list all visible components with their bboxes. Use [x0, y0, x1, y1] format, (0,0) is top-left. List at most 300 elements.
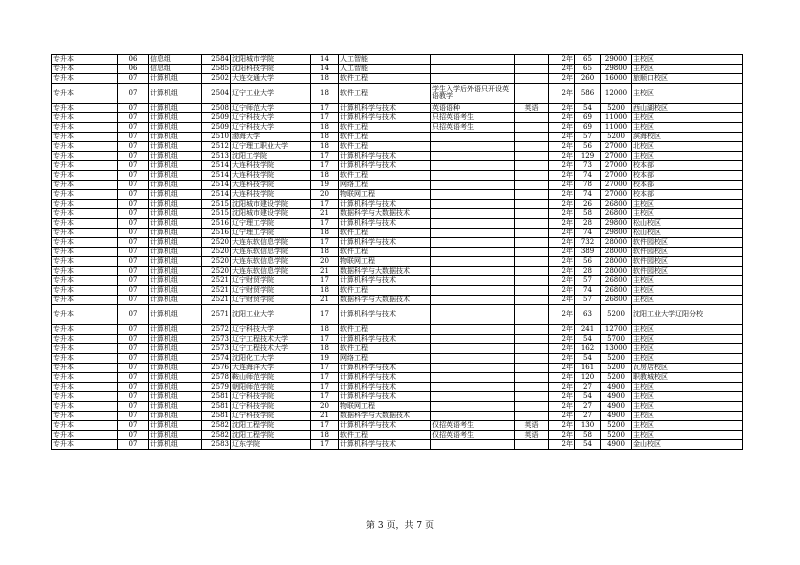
cell-major-code: 17 [311, 113, 339, 123]
cell-duration: 2年 [549, 247, 575, 257]
cell-major-name: 计算机科学与技术 [339, 392, 431, 402]
cell-school-name: 辽宁科技大学 [231, 113, 311, 123]
cell-level: 专升本 [52, 382, 118, 392]
cell-campus: 主校区 [632, 64, 743, 74]
cell-level: 专升本 [52, 122, 118, 132]
cell-major-code: 19 [311, 180, 339, 190]
cell-campus: 主校区 [632, 344, 743, 354]
cell-major-name: 网络工程 [339, 354, 431, 364]
cell-school-code: 2582 [202, 421, 231, 431]
cell-language [515, 440, 549, 450]
cell-duration: 2年 [549, 305, 575, 325]
cell-school-name: 辽宁科技大学 [231, 122, 311, 132]
cell-remarks [431, 266, 515, 276]
cell-language [515, 228, 549, 238]
cell-tuition: 28000 [601, 266, 632, 276]
cell-major-code: 14 [311, 64, 339, 74]
table-row [52, 151, 743, 161]
cell-campus: 软件园校区 [632, 247, 743, 257]
cell-plan-count: 54 [575, 392, 601, 402]
cell-duration: 2年 [549, 228, 575, 238]
cell-group-code: 07 [118, 344, 149, 354]
cell-major-name: 数据科学与大数据技术 [339, 266, 431, 276]
cell-duration: 2年 [549, 103, 575, 113]
cell-major-code: 17 [311, 199, 339, 209]
cell-school-code: 2509 [202, 113, 231, 123]
table-row [52, 161, 743, 171]
cell-campus: 职教城校区 [632, 373, 743, 383]
cell-group-code: 07 [118, 334, 149, 344]
cell-remarks: 仅招英语考生 [431, 421, 515, 431]
cell-major-code: 18 [311, 430, 339, 440]
cell-major-name: 软件工程 [339, 286, 431, 296]
cell-campus: 主校区 [632, 83, 743, 103]
cell-remarks [431, 373, 515, 383]
cell-campus: 软件园校区 [632, 238, 743, 248]
cell-school-code: 2573 [202, 344, 231, 354]
cell-campus: 主校区 [632, 295, 743, 305]
cell-campus: 主校区 [632, 392, 743, 402]
cell-level: 专升本 [52, 325, 118, 335]
cell-group-name: 计算机组 [149, 257, 202, 267]
cell-major-name: 计算机科学与技术 [339, 276, 431, 286]
cell-major-code: 21 [311, 295, 339, 305]
cell-group-name: 计算机组 [149, 218, 202, 228]
cell-tuition: 5200 [601, 103, 632, 113]
cell-language [515, 373, 549, 383]
cell-campus: 主校区 [632, 199, 743, 209]
cell-major-code: 17 [311, 151, 339, 161]
cell-major-name: 物联网工程 [339, 257, 431, 267]
cell-group-name: 计算机组 [149, 161, 202, 171]
cell-major-code: 20 [311, 190, 339, 200]
cell-plan-count: 54 [575, 440, 601, 450]
cell-duration: 2年 [549, 334, 575, 344]
table-row [52, 305, 743, 325]
cell-plan-count: 73 [575, 161, 601, 171]
cell-level: 专升本 [52, 344, 118, 354]
cell-school-name: 沈阳科技学院 [231, 64, 311, 74]
cell-campus: 西山湖校区 [632, 103, 743, 113]
cell-duration: 2年 [549, 161, 575, 171]
cell-level: 专升本 [52, 209, 118, 219]
cell-tuition: 12700 [601, 325, 632, 335]
cell-tuition: 5200 [601, 354, 632, 364]
cell-group-name: 计算机组 [149, 199, 202, 209]
cell-school-name: 大连科技学院 [231, 190, 311, 200]
cell-major-name: 计算机科学与技术 [339, 103, 431, 113]
table-row [52, 74, 743, 84]
cell-group-code: 07 [118, 373, 149, 383]
cell-level: 专升本 [52, 373, 118, 383]
cell-school-code: 2579 [202, 382, 231, 392]
cell-level: 专升本 [52, 151, 118, 161]
cell-tuition: 27000 [601, 161, 632, 171]
cell-major-code: 21 [311, 266, 339, 276]
cell-plan-count: 74 [575, 286, 601, 296]
cell-campus: 主校区 [632, 325, 743, 335]
cell-school-code: 2515 [202, 199, 231, 209]
cell-language [515, 276, 549, 286]
cell-school-name: 辽宁科技大学 [231, 325, 311, 335]
cell-plan-count: 389 [575, 247, 601, 257]
cell-major-code: 18 [311, 286, 339, 296]
cell-school-code: 2504 [202, 83, 231, 103]
cell-plan-count: 57 [575, 132, 601, 142]
cell-language [515, 209, 549, 219]
cell-school-name: 辽宁工程技术大学 [231, 344, 311, 354]
table-row [52, 295, 743, 305]
cell-group-name: 信息组 [149, 55, 202, 65]
cell-campus: 瓦房店校区 [632, 363, 743, 373]
cell-tuition: 5200 [601, 421, 632, 431]
cell-school-name: 辽宁工程技术大学 [231, 334, 311, 344]
cell-school-name: 大连科技学院 [231, 180, 311, 190]
cell-campus: 校本部 [632, 170, 743, 180]
cell-level: 专升本 [52, 180, 118, 190]
cell-group-name: 计算机组 [149, 344, 202, 354]
cell-school-code: 2583 [202, 440, 231, 450]
cell-plan-count: 69 [575, 113, 601, 123]
cell-major-name: 软件工程 [339, 430, 431, 440]
cell-school-code: 2508 [202, 103, 231, 113]
cell-language [515, 132, 549, 142]
cell-group-name: 计算机组 [149, 266, 202, 276]
cell-duration: 2年 [549, 238, 575, 248]
cell-campus: 主校区 [632, 430, 743, 440]
cell-group-code: 07 [118, 382, 149, 392]
admission-plan-table [51, 54, 743, 450]
cell-school-name: 沈阳工学院 [231, 151, 311, 161]
cell-school-name: 辽宁财贸学院 [231, 295, 311, 305]
cell-tuition: 5200 [601, 132, 632, 142]
cell-campus: 主校区 [632, 113, 743, 123]
cell-language [515, 354, 549, 364]
cell-major-name: 计算机科学与技术 [339, 382, 431, 392]
cell-school-name: 沈阳工业大学 [231, 305, 311, 325]
cell-language [515, 344, 549, 354]
cell-group-code: 07 [118, 209, 149, 219]
cell-level: 专升本 [52, 64, 118, 74]
cell-school-code: 2571 [202, 305, 231, 325]
cell-level: 专升本 [52, 55, 118, 65]
cell-major-code: 17 [311, 161, 339, 171]
cell-tuition: 27000 [601, 151, 632, 161]
table-row [52, 363, 743, 373]
cell-duration: 2年 [549, 83, 575, 103]
cell-remarks [431, 247, 515, 257]
cell-group-name: 计算机组 [149, 392, 202, 402]
cell-tuition: 27000 [601, 170, 632, 180]
cell-group-name: 计算机组 [149, 74, 202, 84]
cell-school-code: 2514 [202, 170, 231, 180]
cell-school-name: 大连东软信息学院 [231, 238, 311, 248]
cell-plan-count: 65 [575, 55, 601, 65]
cell-major-name: 计算机科学与技术 [339, 151, 431, 161]
cell-school-code: 2514 [202, 161, 231, 171]
cell-language [515, 402, 549, 412]
cell-major-name: 数据科学与大数据技术 [339, 209, 431, 219]
cell-school-code: 2520 [202, 238, 231, 248]
cell-major-name: 软件工程 [339, 344, 431, 354]
cell-major-name: 计算机科学与技术 [339, 334, 431, 344]
cell-duration: 2年 [549, 190, 575, 200]
table-row [52, 247, 743, 257]
cell-campus: 主校区 [632, 411, 743, 421]
cell-school-name: 大连交通大学 [231, 74, 311, 84]
cell-plan-count: 57 [575, 276, 601, 286]
cell-language: 英语 [515, 103, 549, 113]
cell-tuition: 27000 [601, 180, 632, 190]
cell-major-code: 17 [311, 392, 339, 402]
cell-school-code: 2514 [202, 180, 231, 190]
cell-school-code: 2520 [202, 257, 231, 267]
cell-remarks [431, 363, 515, 373]
cell-school-name: 辽宁财贸学院 [231, 276, 311, 286]
cell-plan-count: 54 [575, 103, 601, 113]
cell-level: 专升本 [52, 238, 118, 248]
cell-level: 专升本 [52, 161, 118, 171]
cell-group-name: 计算机组 [149, 402, 202, 412]
cell-group-code: 07 [118, 151, 149, 161]
cell-tuition: 29800 [601, 64, 632, 74]
cell-major-code: 18 [311, 344, 339, 354]
cell-major-name: 软件工程 [339, 325, 431, 335]
cell-major-name: 软件工程 [339, 247, 431, 257]
cell-group-name: 计算机组 [149, 103, 202, 113]
cell-remarks: 学生入学后外语只开设英语教学 [431, 83, 515, 103]
cell-tuition: 16000 [601, 74, 632, 84]
cell-group-code: 07 [118, 325, 149, 335]
cell-remarks [431, 334, 515, 344]
cell-remarks [431, 344, 515, 354]
cell-group-name: 计算机组 [149, 286, 202, 296]
cell-duration: 2年 [549, 180, 575, 190]
cell-language [515, 363, 549, 373]
cell-duration: 2年 [549, 440, 575, 450]
cell-major-code: 18 [311, 325, 339, 335]
table-row [52, 402, 743, 412]
table-row [52, 286, 743, 296]
cell-school-code: 2521 [202, 286, 231, 296]
cell-group-name: 信息组 [149, 64, 202, 74]
cell-school-name: 大连东软信息学院 [231, 257, 311, 267]
cell-school-name: 大连科技学院 [231, 161, 311, 171]
cell-tuition: 5200 [601, 305, 632, 325]
cell-plan-count: 130 [575, 421, 601, 431]
cell-major-code: 17 [311, 440, 339, 450]
cell-school-name: 辽宁工业大学 [231, 83, 311, 103]
cell-group-code: 07 [118, 132, 149, 142]
cell-school-name: 辽宁理工职业大学 [231, 142, 311, 152]
cell-group-code: 07 [118, 276, 149, 286]
cell-remarks [431, 440, 515, 450]
cell-duration: 2年 [549, 132, 575, 142]
cell-school-code: 2521 [202, 276, 231, 286]
cell-major-name: 计算机科学与技术 [339, 305, 431, 325]
cell-group-name: 计算机组 [149, 382, 202, 392]
cell-group-code: 06 [118, 55, 149, 65]
cell-duration: 2年 [549, 122, 575, 132]
cell-group-name: 计算机组 [149, 440, 202, 450]
cell-duration: 2年 [549, 411, 575, 421]
cell-major-name: 软件工程 [339, 132, 431, 142]
cell-group-code: 07 [118, 430, 149, 440]
cell-major-code: 18 [311, 228, 339, 238]
cell-language [515, 83, 549, 103]
table-row [52, 83, 743, 103]
cell-level: 专升本 [52, 402, 118, 412]
cell-major-code: 17 [311, 421, 339, 431]
table-row [52, 132, 743, 142]
cell-major-code: 18 [311, 247, 339, 257]
cell-tuition: 29800 [601, 228, 632, 238]
cell-school-name: 大连东软信息学院 [231, 247, 311, 257]
cell-group-code: 07 [118, 161, 149, 171]
cell-group-code: 07 [118, 218, 149, 228]
cell-plan-count: 26 [575, 199, 601, 209]
cell-school-name: 辽宁科技学院 [231, 411, 311, 421]
cell-duration: 2年 [549, 170, 575, 180]
cell-campus: 松山校区 [632, 218, 743, 228]
cell-language [515, 190, 549, 200]
cell-level: 专升本 [52, 257, 118, 267]
cell-major-name: 人工智能 [339, 55, 431, 65]
cell-tuition: 26800 [601, 286, 632, 296]
cell-school-name: 沈阳工程学院 [231, 430, 311, 440]
cell-plan-count: 28 [575, 218, 601, 228]
cell-campus: 主校区 [632, 421, 743, 431]
cell-duration: 2年 [549, 392, 575, 402]
table-row [52, 392, 743, 402]
cell-group-name: 计算机组 [149, 334, 202, 344]
cell-major-name: 计算机科学与技术 [339, 363, 431, 373]
cell-group-code: 07 [118, 257, 149, 267]
table-row [52, 440, 743, 450]
cell-school-code: 2584 [202, 55, 231, 65]
cell-level: 专升本 [52, 170, 118, 180]
cell-level: 专升本 [52, 354, 118, 364]
cell-major-name: 数据科学与大数据技术 [339, 295, 431, 305]
cell-tuition: 4900 [601, 411, 632, 421]
cell-remarks [431, 276, 515, 286]
cell-duration: 2年 [549, 382, 575, 392]
cell-campus: 校本部 [632, 190, 743, 200]
cell-tuition: 4900 [601, 382, 632, 392]
cell-group-code: 07 [118, 402, 149, 412]
cell-tuition: 26800 [601, 209, 632, 219]
cell-level: 专升本 [52, 266, 118, 276]
cell-tuition: 12000 [601, 83, 632, 103]
cell-remarks [431, 354, 515, 364]
cell-tuition: 27000 [601, 142, 632, 152]
cell-group-code: 07 [118, 266, 149, 276]
cell-plan-count: 74 [575, 228, 601, 238]
cell-level: 专升本 [52, 334, 118, 344]
cell-language [515, 161, 549, 171]
cell-campus: 主校区 [632, 209, 743, 219]
cell-group-name: 计算机组 [149, 421, 202, 431]
cell-major-name: 人工智能 [339, 64, 431, 74]
cell-major-name: 计算机科学与技术 [339, 218, 431, 228]
cell-language [515, 325, 549, 335]
cell-school-name: 辽宁理工学院 [231, 218, 311, 228]
cell-plan-count: 57 [575, 295, 601, 305]
cell-remarks [431, 402, 515, 412]
cell-major-name: 计算机科学与技术 [339, 161, 431, 171]
cell-group-code: 07 [118, 199, 149, 209]
cell-tuition: 4900 [601, 402, 632, 412]
cell-major-name: 软件工程 [339, 228, 431, 238]
cell-remarks [431, 218, 515, 228]
table-row [52, 180, 743, 190]
cell-major-code: 17 [311, 373, 339, 383]
table-row [52, 209, 743, 219]
cell-group-name: 计算机组 [149, 373, 202, 383]
cell-major-name: 物联网工程 [339, 190, 431, 200]
cell-school-name: 沈阳城市学院 [231, 55, 311, 65]
cell-plan-count: 732 [575, 238, 601, 248]
cell-school-name: 沈阳化工大学 [231, 354, 311, 364]
cell-remarks [431, 190, 515, 200]
cell-campus: 软件园校区 [632, 257, 743, 267]
cell-tuition: 11000 [601, 122, 632, 132]
table-row [52, 64, 743, 74]
cell-major-code: 17 [311, 305, 339, 325]
cell-level: 专升本 [52, 113, 118, 123]
cell-remarks [431, 151, 515, 161]
cell-school-code: 2521 [202, 295, 231, 305]
cell-major-name: 计算机科学与技术 [339, 421, 431, 431]
cell-plan-count: 260 [575, 74, 601, 84]
cell-major-name: 软件工程 [339, 142, 431, 152]
cell-remarks [431, 392, 515, 402]
cell-campus: 主校区 [632, 151, 743, 161]
cell-campus: 主校区 [632, 55, 743, 65]
cell-campus: 滨海校区 [632, 132, 743, 142]
table-row [52, 354, 743, 364]
cell-plan-count: 129 [575, 151, 601, 161]
table-row [52, 430, 743, 440]
cell-group-name: 计算机组 [149, 325, 202, 335]
cell-duration: 2年 [549, 142, 575, 152]
cell-school-code: 2581 [202, 392, 231, 402]
cell-campus: 主校区 [632, 276, 743, 286]
cell-group-code: 07 [118, 363, 149, 373]
cell-major-code: 20 [311, 402, 339, 412]
cell-major-code: 18 [311, 170, 339, 180]
cell-major-code: 17 [311, 238, 339, 248]
table-row [52, 218, 743, 228]
cell-duration: 2年 [549, 325, 575, 335]
cell-remarks [431, 64, 515, 74]
cell-school-name: 沈阳城市建设学院 [231, 199, 311, 209]
cell-language [515, 295, 549, 305]
cell-group-name: 计算机组 [149, 83, 202, 103]
table-row [52, 228, 743, 238]
cell-language [515, 180, 549, 190]
cell-language [515, 74, 549, 84]
cell-campus: 校本部 [632, 161, 743, 171]
cell-school-code: 2513 [202, 151, 231, 161]
cell-school-name: 辽东学院 [231, 440, 311, 450]
page-footer: 第 3 页，共 7 页 [366, 521, 434, 531]
cell-tuition: 26800 [601, 276, 632, 286]
cell-plan-count: 162 [575, 344, 601, 354]
cell-language [515, 411, 549, 421]
cell-group-code: 07 [118, 180, 149, 190]
cell-group-code: 07 [118, 421, 149, 431]
